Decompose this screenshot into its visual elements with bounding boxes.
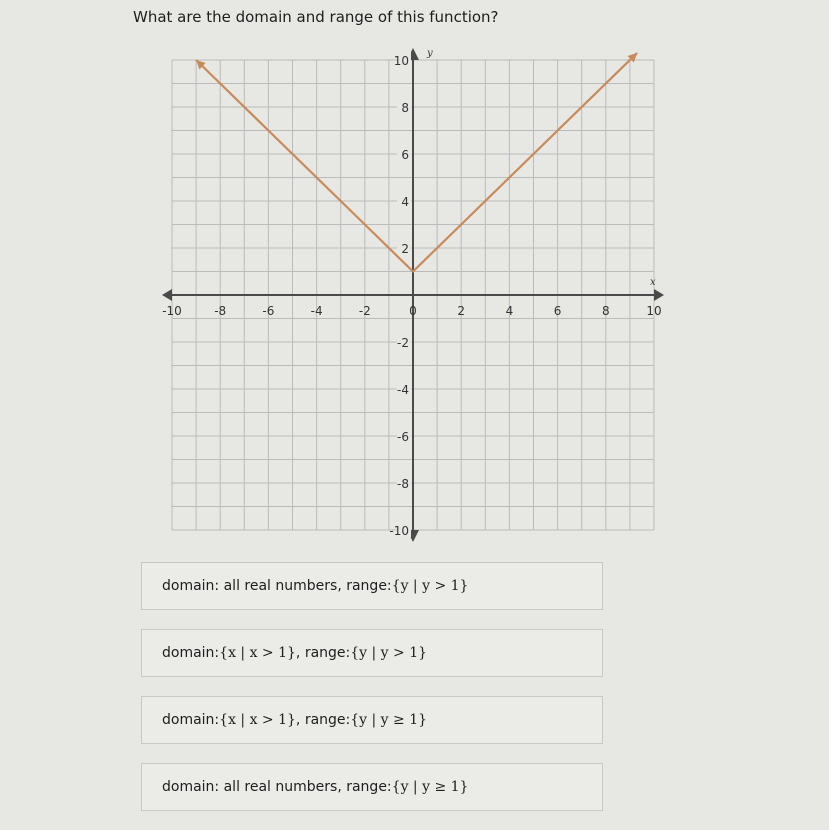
x-axis-right-arrow: [654, 289, 664, 301]
y-tick-label: -6: [397, 430, 409, 444]
option-2-domain: {x | x > 1}: [219, 645, 296, 661]
x-axis-label: x: [650, 277, 656, 288]
tick-labels: [162, 48, 661, 538]
option-2-prefix: domain:: [162, 645, 220, 661]
plot-series: [196, 53, 637, 272]
x-tick-label: -4: [310, 304, 323, 318]
option-3-mid: , range:: [295, 712, 351, 728]
option-2-mid: , range:: [295, 645, 351, 661]
x-tick-label: 6: [553, 304, 562, 318]
x-tick-label: 2: [457, 304, 466, 318]
y-tick-label: -8: [397, 477, 409, 491]
option-3-domain: {x | x > 1}: [219, 712, 296, 728]
x-tick-label: 0: [409, 304, 417, 318]
y-axis-label: y: [427, 48, 433, 59]
x-axis-left-arrow: [162, 289, 172, 301]
y-tick-label: -2: [397, 336, 409, 350]
answer-option-3[interactable]: [141, 696, 603, 744]
function-graph: [160, 46, 670, 546]
option-3-range: {y | y ≥ 1}: [350, 712, 428, 728]
x-tick-label: 4: [505, 304, 514, 318]
x-tick-label: 10: [646, 304, 662, 318]
y-tick-label: 2: [401, 242, 409, 256]
option-1-range: {y | y > 1}: [391, 578, 469, 594]
option-3-prefix: domain:: [162, 712, 220, 728]
option-4-text: domain: all real numbers, range:: [162, 779, 392, 795]
x-tick-label: -2: [358, 304, 371, 318]
y-tick-label: -4: [397, 383, 409, 397]
option-4-range: {y | y ≥ 1}: [391, 779, 469, 795]
y-tick-label: 8: [401, 101, 409, 115]
x-tick-label: 8: [601, 304, 610, 318]
x-tick-label: -8: [214, 304, 227, 318]
function-line: [196, 53, 637, 272]
option-2-range: {y | y > 1}: [350, 645, 428, 661]
answer-option-1[interactable]: [141, 562, 603, 610]
x-tick-label: -10: [162, 304, 182, 318]
answer-options: [141, 562, 603, 830]
answer-option-2[interactable]: [141, 629, 603, 677]
answer-option-4[interactable]: [141, 763, 603, 811]
question-text: What are the domain and range of this function?: [133, 8, 499, 26]
y-tick-label: 4: [401, 195, 409, 209]
option-1-text: domain: all real numbers, range:: [162, 578, 392, 594]
axes: [162, 48, 664, 542]
y-tick-label: -10: [389, 524, 409, 538]
y-tick-label: 6: [401, 148, 409, 162]
x-tick-label: -6: [262, 304, 275, 318]
y-tick-label: 10: [393, 54, 409, 68]
